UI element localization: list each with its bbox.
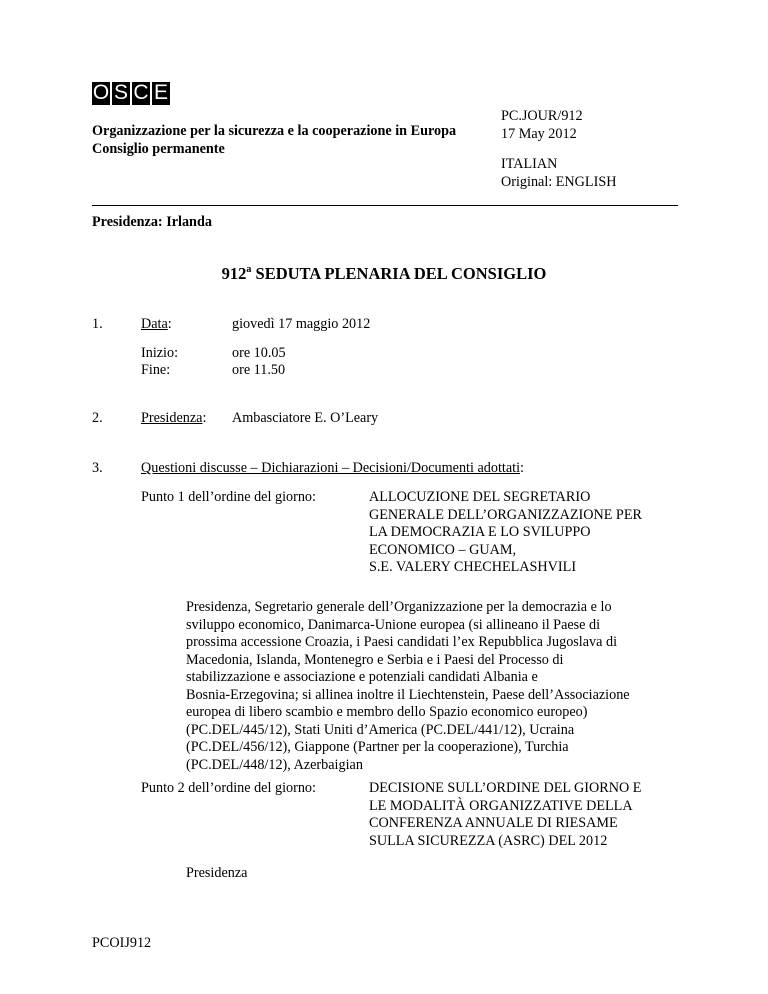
logo-letter: E	[153, 81, 168, 104]
agenda-title-line: LE MODALITÀ ORGANIZZATIVE DELLA	[369, 797, 633, 814]
original-language: Original: ENGLISH	[501, 173, 617, 190]
agenda-title-line: SULLA SICUREZZA (ASRC) DEL 2012	[369, 832, 608, 849]
title-superscript: a	[246, 264, 252, 275]
date-value: giovedì 17 maggio 2012	[232, 316, 371, 332]
osce-logo	[92, 82, 170, 105]
org-line: Organizzazione per la sicurezza e la cooperazione in Europa	[92, 123, 457, 139]
agenda-item-title	[369, 780, 679, 850]
agenda-title-line: ALLOCUZIONE DEL SEGRETARIO	[369, 489, 591, 505]
topics-label: Questioni discusse – Dichiarazioni – Decisioni/Documenti adottati	[141, 460, 521, 476]
logo-letter: C	[133, 81, 149, 104]
title-text: SEDUTA PLENARIA DEL CONSIGLIO	[255, 264, 547, 283]
agenda-item-title	[369, 489, 679, 577]
ref-date: 17 May 2012	[501, 125, 577, 142]
agenda-title-line: DECISIONE SULL’ORDINE DEL GIORNO E	[369, 780, 642, 796]
agenda-item-discussion	[186, 599, 684, 774]
discussion-line: sviluppo economico, Danimarca-Unione europea (si allineano il Paese di	[186, 616, 601, 633]
discussion-line: Presidenza, Segretario generale dell’Organizzazione per la democrazia e lo	[186, 599, 612, 615]
item-number: 2.	[92, 410, 103, 426]
discussion-line: Macedonia, Islanda, Montenegro e Serbia e i Paesi del Processo di	[186, 651, 564, 668]
topics-label-group	[141, 460, 524, 478]
presidency-heading: Presidenza: Irlanda	[92, 214, 212, 230]
discussion-line: prossima accessione Croazia, i Paesi candidati l’ex Repubblica Jugoslava di	[186, 634, 618, 650]
language-block	[501, 156, 616, 191]
presidency-label-group	[141, 410, 206, 428]
document-reference	[501, 108, 583, 143]
item-number: 3.	[92, 460, 103, 476]
discussion-line: (PC.DEL/445/12), Stati Uniti d’America (PC.DEL/441/12), Ucraina	[186, 721, 575, 738]
logo-letter: S	[113, 81, 128, 104]
logo-letter: O	[92, 81, 110, 104]
topics-colon: :	[520, 460, 524, 476]
agenda-item-discussion: Presidenza	[186, 865, 248, 881]
presidency-colon: :	[202, 410, 207, 426]
language: ITALIAN	[501, 156, 558, 172]
end-label: Fine:	[141, 362, 171, 378]
date-label-group	[141, 316, 172, 334]
agenda-item-label: Punto 2 dell’ordine del giorno:	[141, 780, 316, 796]
footer-code: PCOIJ912	[92, 935, 152, 951]
start-label: Inizio:	[141, 345, 179, 361]
page-title	[0, 261, 768, 283]
discussion-line: europea di libero scambio e membro dello Spazio economico europeo)	[186, 704, 588, 720]
agenda-title-line: S.E. VALERY CHECHELASHVILI	[369, 559, 577, 575]
agenda-title-line: CONFERENZA ANNUALE DI RIESAME	[369, 815, 618, 831]
start-value: ore 10.05	[232, 345, 286, 361]
date-colon: :	[167, 316, 172, 332]
header-divider	[92, 205, 678, 206]
agenda-item-label: Punto 1 dell’ordine del giorno:	[141, 489, 316, 505]
discussion-line: (PC.DEL/448/12), Azerbaigian	[186, 756, 363, 773]
agenda-title-line: ECONOMICO – GUAM,	[369, 541, 517, 558]
discussion-line: stabilizzazione e associazione e potenziali candidati Albania e	[186, 669, 538, 685]
org-line: Consiglio permanente	[92, 140, 225, 157]
presidency-label: Presidenza	[141, 410, 203, 426]
organization-name	[92, 123, 456, 158]
presidency-value: Ambasciatore E. O’Leary	[232, 410, 379, 426]
agenda-title-line: LA DEMOCRAZIA E LO SVILUPPO	[369, 524, 591, 540]
agenda-title-line: GENERALE DELL’ORGANIZZAZIONE PER	[369, 506, 642, 523]
date-label: Data	[141, 316, 168, 332]
title-number: 912	[221, 264, 247, 283]
discussion-line: (PC.DEL/456/12), Giappone (Partner per la cooperazione), Turchia	[186, 739, 569, 755]
end-value: ore 11.50	[232, 362, 286, 378]
discussion-line: Bosnia-Erzegovina; si allinea inoltre il Liechtenstein, Paese dell’Associazione	[186, 686, 630, 703]
ref-code: PC.JOUR/912	[501, 108, 583, 124]
item-number: 1.	[92, 316, 103, 332]
